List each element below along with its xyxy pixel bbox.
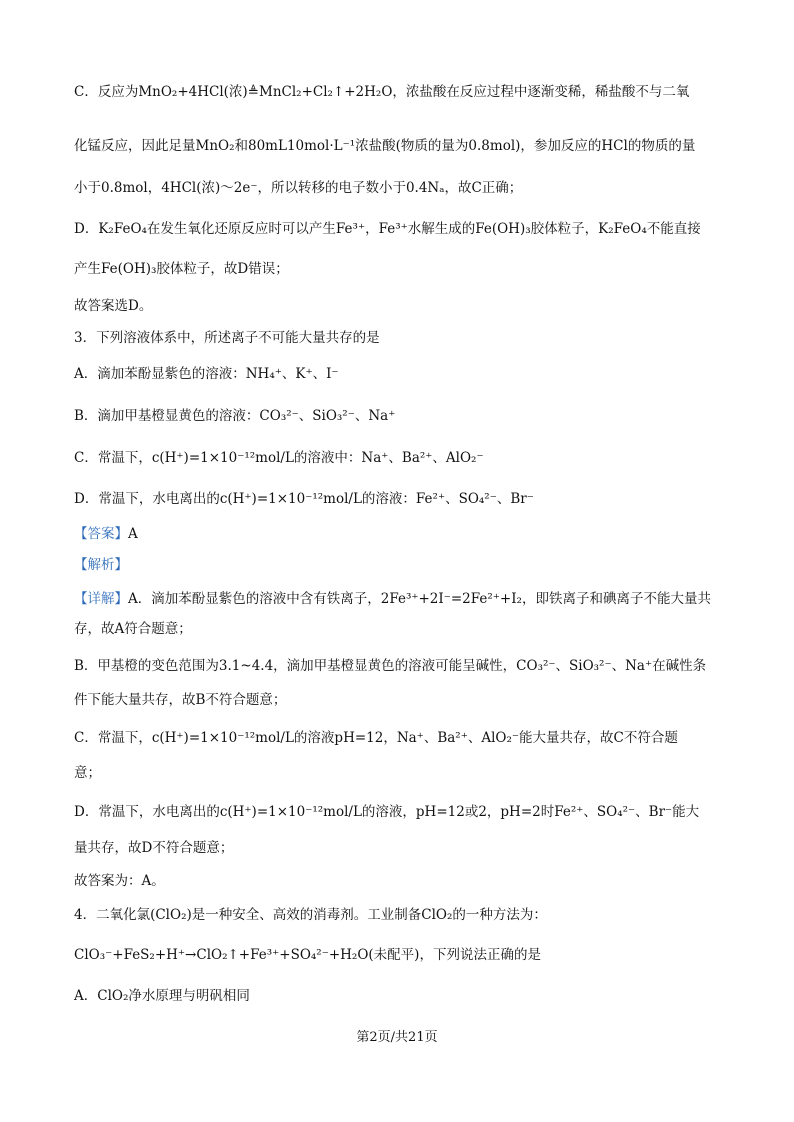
text-line: C．常温下，c(H⁺)=1×10⁻¹²mol/L的溶液pH=12，Na⁺、Ba²⁺、AlO₂⁻能大量共存，故C不符合题 <box>74 730 678 746</box>
text-line: 存，故A符合题意； <box>74 621 192 637</box>
text-line: 化锰反应，因此足量MnO₂和80mL10mol·L⁻¹浓盐酸(物质的量为0.8mol)，参加反应的HCl的物质的量 <box>74 138 696 154</box>
option-c: C．常温下，c(H⁺)=1×10⁻¹²mol/L的溶液中：Na⁺、Ba²⁺、AlO₂⁻ <box>74 450 484 466</box>
option-d: D．常温下，水电离出的c(H⁺)=1×10⁻¹²mol/L的溶液：Fe²⁺、SO₄²⁻、Br⁻ <box>74 491 534 507</box>
detail-text: A．滴加苯酚显紫色的溶液中含有铁离子，2Fe³⁺+2I⁻=2Fe²⁺+I₂，即铁离子和碘离子不能大量共 <box>128 591 711 607</box>
option-a: A．滴加苯酚显紫色的溶液：NH₄⁺、K⁺、I⁻ <box>74 366 339 382</box>
text-line: D．常温下，水电离出的c(H⁺)=1×10⁻¹²mol/L的溶液，pH=12或2，pH=2时Fe²⁺、SO₄²⁻、Br⁻能大 <box>74 804 700 820</box>
text-line: 件下能大量共存，故B不符合题意； <box>74 692 287 708</box>
analysis-line <box>74 555 128 575</box>
answer-label: 【答案】 <box>74 526 128 542</box>
answer-value: A <box>128 526 138 542</box>
question-4-stem: 4．二氧化氯(ClO₂)是一种安全、高效的消毒剂。工业制备ClO₂的一种方法为： <box>74 907 547 923</box>
analysis-label: 【解析】 <box>74 557 128 573</box>
answer-line <box>74 524 138 544</box>
text-line: C．反应为MnO₂+4HCl(浓)≜MnCl₂+Cl₂↑+2H₂O，浓盐酸在反应过程中逐渐变稀，稀盐酸不与二氧 <box>74 84 690 100</box>
text-line: 产生Fe(OH)₃胶体粒子，故D错误； <box>74 261 289 277</box>
text-line: B．甲基橙的变色范围为3.1~4.4，滴加甲基橙显黄色的溶液可能呈碱性，CO₃²⁻、SiO₃²⁻、Na⁺在碱性条 <box>74 658 707 674</box>
text-line: 故答案为：A。 <box>74 873 165 889</box>
detail-label: 【详解】 <box>74 591 128 607</box>
text-line: 小于0.8mol，4HCl(浓)～2e⁻，所以转移的电子数小于0.4Nₐ，故C正确； <box>74 180 523 196</box>
option-a: A．ClO₂净水原理与明矾相同 <box>74 988 250 1004</box>
text-line: D．K₂FeO₄在发生氧化还原反应时可以产生Fe³⁺，Fe³⁺水解生成的Fe(OH)₃胶体粒子，K₂FeO₄不能直接 <box>74 221 701 237</box>
text-line: ClO₃⁻+FeS₂+H⁺→ClO₂↑+Fe³⁺+SO₄²⁻+H₂O(未配平)，下列说法正确的是 <box>74 947 541 963</box>
question-3-stem: 3．下列溶液体系中，所述离子不可能大量共存的是 <box>74 330 380 346</box>
text-line: 量共存，故D不符合题意； <box>74 840 234 856</box>
text-line: 意； <box>74 765 101 781</box>
text-line: 故答案选D。 <box>74 298 153 314</box>
option-b: B．滴加甲基橙显黄色的溶液：CO₃²⁻、SiO₃²⁻、Na⁺ <box>74 408 396 424</box>
detail-line <box>74 589 711 609</box>
page-footer: 第2页/共21页 <box>356 1030 438 1045</box>
